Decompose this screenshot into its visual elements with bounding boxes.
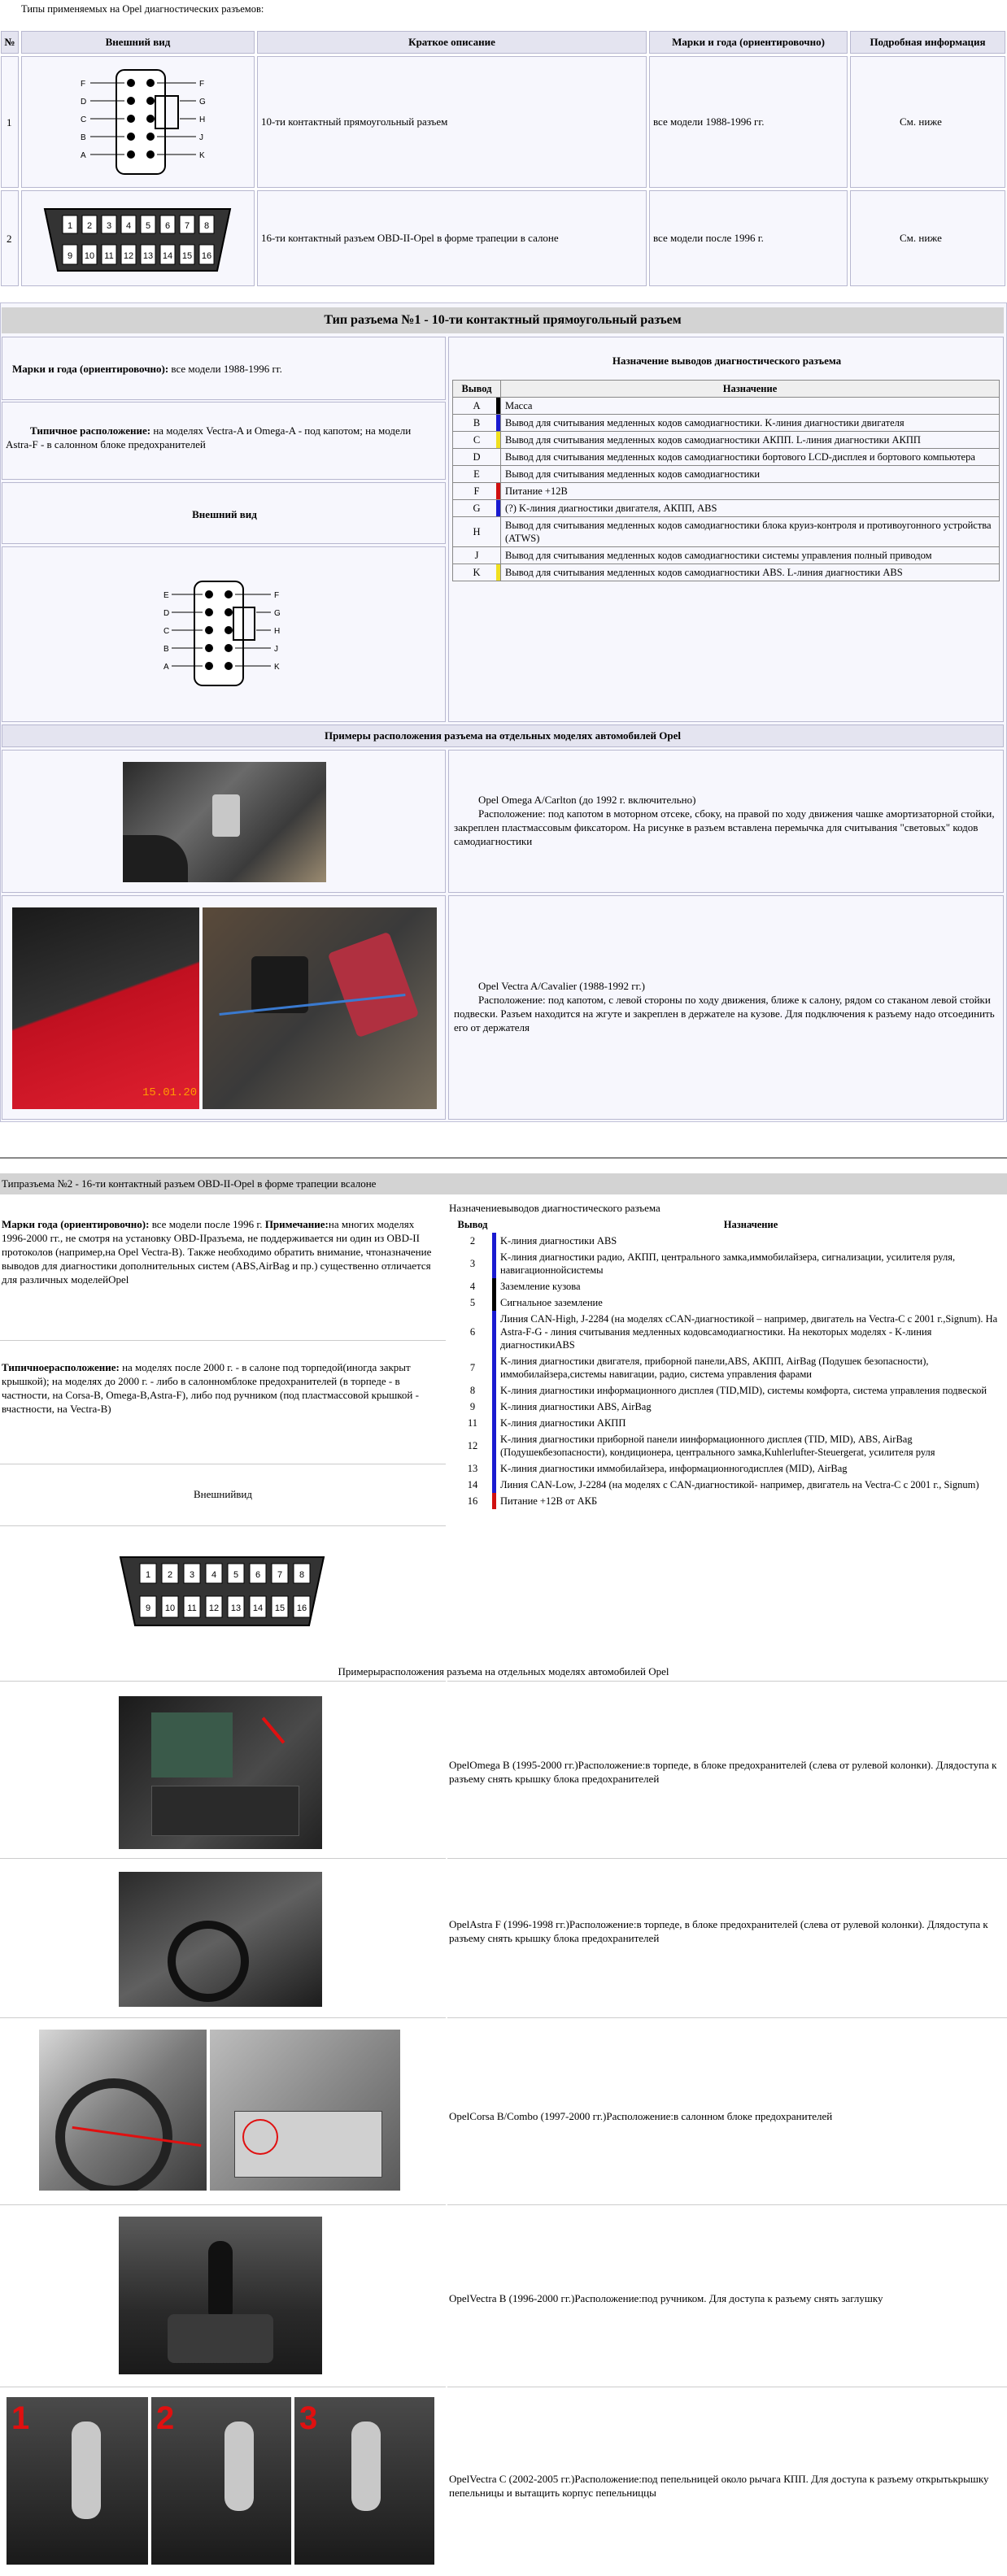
vectra-c-photo-2	[151, 2397, 291, 2565]
astra-f-photo	[119, 1872, 322, 2007]
pin-function: K-линия диагностики АКПП	[500, 1417, 626, 1429]
pin-function: Питание +12В	[501, 483, 1000, 500]
pin-id	[453, 415, 501, 432]
pin-id-text: H	[473, 526, 481, 537]
pin-function: Вывод для считывания медленных кодов самодиагностики бортового LCD-дисплея и бортового компьютера	[501, 449, 1000, 466]
example-text-cell: OpelVectra B (1996-2000 гг.)Расположение:под ручником. Для доступа к разъему снять заглушку	[447, 2204, 1007, 2386]
row-num: 1	[7, 116, 12, 128]
pin-label: A	[81, 151, 86, 160]
pin-row	[453, 415, 1000, 432]
example-row	[0, 2204, 446, 2386]
svg-text:3: 3	[106, 221, 112, 231]
obd-connector-cell	[21, 190, 255, 286]
pin-id-text: 6	[469, 1326, 476, 1338]
svg-text:5: 5	[233, 1570, 239, 1580]
svg-text:4: 4	[211, 1570, 217, 1580]
pin-id-text: B	[473, 417, 481, 429]
example-text-cell: OpelOmega B (1995-2000 гг.)Расположение:в торпеде, в блоке предохранителей (слева от рулевой колонки). Длядоступа к разъему снять крышку блока предохранителей	[447, 1681, 1007, 1857]
pin-color-marker	[492, 1233, 496, 1249]
col-header-info: Подробная информация	[850, 31, 1005, 54]
svg-text:5: 5	[145, 221, 151, 231]
svg-text:3: 3	[189, 1570, 195, 1580]
photo-number: 1	[11, 2400, 30, 2436]
pin-function: Линия CAN-Low, J-2284 (на моделях с CAN-диагностикой- например, двигатель на Vectra-C с 2001 г., Signum)	[500, 1479, 979, 1490]
pin-function: Вывод для считывания медленных кодов самодиагностики ABS. L-линия диагностики ABS	[501, 564, 1000, 581]
pin-id	[453, 547, 501, 564]
svg-text:9: 9	[67, 251, 73, 261]
svg-text:12: 12	[123, 251, 134, 261]
table-row-years: все модели 1988-1996 гг.	[649, 56, 848, 188]
pin-label: B	[81, 133, 86, 142]
svg-text:2: 2	[167, 1570, 173, 1580]
photo-number: 2	[156, 2400, 175, 2436]
pin-id	[449, 1295, 496, 1311]
pin-color-marker	[492, 1382, 496, 1399]
pin-function: K-линия диагностики приборной панели иинформационного дисплея (TID, MID), ABS, AirBag (Подушекбезопасности), кондиционера, центрального замка,Kuhlerlufter-Steuergerat, усилителя руля	[500, 1434, 935, 1458]
section2-location-cell: Типичноерасположение: на моделях после 2000 г. - в салоне под торпедой(иногда закрыт крышкой); на моделях до 2000 г. - либо в салонномблоке предохранителей (в торпеде - в частности, на Corsa-B, Omega-B,Astra-F), либо под ручником (под пластмассовой крышкой - вчастности, на Vectra-B)	[0, 1340, 446, 1463]
pin-row	[453, 398, 1000, 415]
pin-function: Вывод для считывания медленных кодов самодиагностики системы управления полный приводом	[501, 547, 1000, 564]
pin-id-text: J	[474, 550, 479, 561]
svg-text:A: A	[163, 663, 169, 672]
col-header-appearance: Внешний вид	[21, 31, 255, 54]
pin-function: Сигнальное заземление	[500, 1297, 603, 1308]
pin-color-marker	[492, 1415, 496, 1431]
pin-function: Питание +12В от АКБ	[500, 1495, 598, 1507]
pin-row	[453, 547, 1000, 564]
section2-appearance-cell: Внешнийвид	[0, 1464, 446, 1525]
pin-row	[449, 1399, 1005, 1415]
pin-color-marker	[492, 1493, 496, 1509]
pin-row	[449, 1382, 1005, 1399]
pin-row	[453, 449, 1000, 466]
pin-function: Вывод для считывания медленных кодов самодиагностики	[501, 466, 1000, 483]
section2-title: Типразъема №2 - 16-ти контактный разъем OBD-II-Opel в форме трапеции всалоне	[0, 1173, 1007, 1194]
svg-text:1: 1	[67, 221, 73, 231]
pin-id-text: 8	[469, 1385, 476, 1396]
pin-color-marker	[496, 483, 500, 499]
col-header-num: №	[1, 31, 19, 54]
pin-function: K-линия диагностики иммобилайзера, информационногодисплея (MID), AirBag	[500, 1463, 848, 1474]
pin-row	[453, 500, 1000, 517]
pin-color-marker	[492, 1477, 496, 1493]
pin-id-text: 9	[469, 1401, 476, 1412]
svg-text:G: G	[274, 609, 281, 618]
pin-row	[453, 466, 1000, 483]
pin-color-marker	[492, 1278, 496, 1295]
pin-id	[453, 432, 501, 449]
ex1-photo-cell	[2, 750, 446, 893]
pin-id-text: D	[473, 451, 481, 463]
pin-row	[449, 1431, 1005, 1460]
svg-text:E: E	[163, 591, 169, 600]
opel-vectra-a-photo-2	[203, 907, 437, 1109]
svg-text:D: D	[163, 609, 170, 618]
section1-appearance-cell: Внешний вид	[2, 482, 446, 544]
pin-id	[453, 564, 501, 581]
ex2-text-cell: Opel Vectra A/Cavalier (1988-1992 гг.) Расположение: под капотом, с левой стороны по ходу движения, ближе к салону, рядом со стаканом левой стойки подвески. Разъем находится на жгуте и закреплен в держателе на кузове. Для подключения к разъему надо отсоединить его от держателя	[448, 895, 1004, 1120]
vectra-c-photo-1	[7, 2397, 148, 2565]
corsa-b-photo-1	[39, 2030, 207, 2191]
pin-id	[449, 1493, 496, 1509]
svg-text:F: F	[274, 591, 280, 600]
example-text-cell: OpelAstra F (1996-1998 гг.)Расположение:в торпеде, в блоке предохранителей (слева от рулевой колонки). Длядоступа к разъему снять крышку блока предохранителей	[447, 1858, 1007, 2017]
pin-id	[453, 517, 501, 547]
table-row-description: 16-ти контактный разъем OBD-II-Opel в форме трапеции в салоне	[257, 190, 647, 286]
pin-row	[449, 1460, 1005, 1477]
pin-id	[449, 1382, 496, 1399]
svg-text:4: 4	[125, 221, 132, 231]
connector10-diagram	[162, 577, 292, 690]
pin-color-marker	[492, 1431, 496, 1460]
pin-function: (?) K-линия диагностики двигателя, АКПП, ABS	[501, 500, 1000, 517]
opel-omega-a-photo	[123, 762, 326, 882]
pin-function: K-линия диагностики двигателя, приборной панели,ABS, АКПП, AirBag (Подушек безопасности), иммобилайзера,системы навигации, радио, система управления фарами	[500, 1355, 929, 1380]
pin-id	[453, 449, 501, 466]
pin-id	[453, 398, 501, 415]
vectra-c-photo-3	[294, 2397, 434, 2565]
example-text-cell: OpelCorsa B/Combo (1997-2000 гг.)Расположение:в салонном блоке предохранителей	[447, 2017, 1007, 2204]
pin-row	[449, 1311, 1005, 1353]
pin-color-marker	[496, 432, 500, 448]
pin-id	[449, 1278, 496, 1295]
pin-id	[449, 1399, 496, 1415]
pin-function: Вывод для считывания медленных кодов самодиагностики блока круиз-контроля и противоугонного устройства (ATWS)	[501, 517, 1000, 547]
svg-text:C: C	[163, 627, 170, 636]
svg-text:8: 8	[299, 1570, 305, 1580]
pin-label: G	[199, 98, 206, 107]
pin-row	[449, 1278, 1005, 1295]
svg-text:B: B	[163, 645, 169, 654]
pin-function: K-линия диагностики радио, АКПП, центрального замка,иммобилайзера, сигнализации, усилителя руля, навигационнойсистемы	[500, 1251, 956, 1276]
col-header-description: Краткое описание	[257, 31, 647, 54]
pin-function: Вывод для считывания медленных кодов самодиагностики. K-линия диагностики двигателя	[501, 415, 1000, 432]
pin-row	[449, 1249, 1005, 1278]
pin-row	[453, 483, 1000, 500]
pin-id	[449, 1431, 496, 1460]
pin-id	[449, 1311, 496, 1353]
connector10-cell	[21, 56, 255, 188]
pin-label: H	[199, 115, 206, 124]
obd-connector-diagram-small	[40, 202, 235, 277]
table-row-years: все модели после 1996 г.	[649, 190, 848, 286]
svg-text:6: 6	[255, 1570, 261, 1580]
example-row	[0, 2387, 446, 2576]
pin-id	[449, 1233, 496, 1249]
pin-row	[453, 432, 1000, 449]
pin-function: Заземление кузова	[500, 1281, 581, 1292]
svg-text:12: 12	[208, 1603, 220, 1613]
pin-id-text: K	[473, 567, 481, 578]
section1-pins-table: Вывод Назначение A Масса B Вывод для считывания медленных кодов самодиагностики. K-линия диагностики двигателя C Вывод для считывания медленных кодов самодиагностики АКПП. L-линия диагностики АКПП D Вывод для считывания медленных кодов самодиагностики бортового LCD-дисплея и бортового компьютера E Вывод для считывания медленных кодов самодиагностики F Питание +12В G (?) K-линия диагностики двигателя, АКПП, ABS H Вывод для считывания медленных кодов самодиагностики блока круиз-контроля и противоугонного устройства (ATWS) J Вывод для считывания медленных кодов самодиагностики системы управления полный приводом K Вывод для считывания медленных кодов самодиагностики ABS. L-линия диагностики ABS	[452, 380, 1000, 581]
section1-years-cell: Марки и года (ориентировочно): все модели 1988-1996 гг.	[2, 337, 446, 400]
pin-id	[449, 1353, 496, 1382]
ex1-text-cell: Opel Omega A/Carlton (до 1992 г. включительно) Расположение: под капотом в моторном отсеке, сбоку, на правой по ходу движения чашке амортизаторной стойки, закреплен пластмассовым фиксатором. На рисунке в разъем вставлена перемычка для считывания "световых" кодов самодиагностики	[448, 750, 1004, 893]
svg-text:11: 11	[104, 251, 114, 261]
pin-row	[449, 1295, 1005, 1311]
section2-examples-title: Примерырасположения разъема на отдельных моделях автомобилей Opel	[338, 1665, 669, 1677]
pin-color-marker	[496, 564, 500, 581]
pin-function: K-линия диагностики ABS	[500, 1235, 617, 1247]
pin-row	[449, 1415, 1005, 1431]
section-divider	[0, 1157, 1007, 1159]
svg-text:7: 7	[277, 1570, 283, 1580]
section1-pins-title: Назначение выводов диагностического разъема	[612, 355, 842, 367]
pin-row	[453, 517, 1000, 547]
connector10-diagram-small	[74, 65, 229, 179]
pin-row	[449, 1353, 1005, 1382]
table-row	[1, 190, 19, 286]
svg-text:2: 2	[86, 221, 93, 231]
obd-connector-diagram	[116, 1552, 329, 1630]
svg-text:1: 1	[145, 1570, 151, 1580]
pin-id-text: C	[473, 434, 481, 446]
example-row	[0, 1858, 446, 2017]
pin-id	[449, 1477, 496, 1493]
pin-label: K	[199, 151, 205, 160]
pin-color-marker	[492, 1295, 496, 1311]
svg-text:7: 7	[184, 221, 190, 231]
row-num: 2	[7, 233, 12, 245]
svg-text:14: 14	[252, 1603, 264, 1613]
col-header-years: Марки и года (ориентировочно)	[649, 31, 848, 54]
pin-color-marker	[492, 1399, 496, 1415]
pin-row	[449, 1477, 1005, 1493]
pin-id-text: F	[473, 485, 480, 497]
pin-id-text: A	[473, 400, 481, 411]
pin-id-text: 2	[469, 1235, 476, 1247]
vectra-b-photo	[119, 2217, 322, 2374]
svg-text:14: 14	[162, 251, 173, 261]
svg-text:10: 10	[84, 251, 95, 261]
svg-text:9: 9	[145, 1603, 151, 1613]
section2-years-cell: Марки года (ориентировочно): все модели после 1996 г. Примечание:на многих моделях 1996-2000 гг., не смотря на установку OBD-IIразъема, не поддерживается ни один из OBD-II протоколов (например,на Opel Vectra-B). Также необходимо обратить внимание, чтоназначение выводов для диагностики дополнительных систем (ABS,AirBag и пр.) существенно отличается для различных моделейOpel	[2, 1218, 432, 1286]
svg-text:K: K	[274, 663, 280, 672]
pin-color-marker	[496, 415, 500, 431]
svg-text:13: 13	[230, 1603, 242, 1613]
pin-row	[453, 564, 1000, 581]
svg-text:8: 8	[203, 221, 210, 231]
pin-color-marker	[492, 1460, 496, 1477]
section2-diagram-cell	[0, 1525, 446, 1661]
svg-text:H: H	[274, 627, 281, 636]
pin-row	[449, 1493, 1005, 1509]
pin-function: K-линия диагностики ABS, AirBag	[500, 1401, 652, 1412]
pin-id	[449, 1249, 496, 1278]
table-row	[1, 56, 19, 188]
svg-text:J: J	[274, 645, 278, 654]
pin-function: Вывод для считывания медленных кодов самодиагностики АКПП. L-линия диагностики АКПП	[501, 432, 1000, 449]
pin-id-text: 11	[467, 1417, 478, 1429]
pin-id-text: 12	[467, 1440, 478, 1451]
section2-pins-title: Назначениевыводов диагностического разъема	[449, 1202, 660, 1214]
section1-examples-title: Примеры расположения разъема на отдельных моделях автомобилей Opel	[2, 724, 1004, 747]
pin-row	[449, 1233, 1005, 1249]
ex2-photo-cell	[2, 895, 446, 1120]
pin-id	[453, 483, 501, 500]
example-row	[0, 1681, 446, 1857]
pin-function: Линия CAN-High, J-2284 (на моделях cCAN-диагностикой – например, двигатель на Vectra-C с 2001 г.,Signum). На Astra-F-G - линия считывания медленных кодовсамодиагностики. На некоторых моделях - K-линия диагностикиABS	[500, 1313, 998, 1351]
opel-vectra-a-photo-1	[12, 907, 199, 1109]
pin-id-text: 14	[467, 1479, 478, 1490]
pin-id-text: G	[473, 503, 481, 514]
svg-text:11: 11	[187, 1603, 197, 1613]
pin-id-text: 7	[469, 1362, 476, 1373]
svg-text:16: 16	[296, 1603, 307, 1613]
pin-color-marker	[492, 1249, 496, 1278]
pin-color-marker	[492, 1311, 496, 1353]
section2-examples	[0, 1681, 1007, 2575]
section2-pins-table: Вывод Назначение 2 K-линия диагностики ABS 3 K-линия диагностики радио, АКПП, центрального замка,иммобилайзера, сигнализации, усилителя руля, навигационнойсистемы 4 Заземление кузова 5 Сигнальное заземление 6 Линия CAN-High, J-2284 (на моделях cCAN-диагностикой – например, двигатель на Vectra-C с 2001 г.,Signum). На Astra-F-G - линия считывания медленных кодовсамодиагностики. На некоторых моделях - K-линия диагностикиABS 7 K-линия диагностики двигателя, приборной панели,ABS, АКПП, AirBag (Подушек безопасности), иммобилайзера,системы навигации, радио, система управления фарами 8 K-линия диагностики информационного дисплея (TID,MID), системы комфорта, система управления подвеской 9 K-линия диагностики ABS, AirBag 11 K-линия диагностики АКПП 12 K-линия диагностики приборной панели иинформационного дисплея (TID, MID), ABS, AirBag (Подушекбезопасности), кондиционера, центрального замка,Kuhlerlufter-Steuergerat, усилителя руля 13 K-линия диагностики иммобилайзера, информационногодисплея (MID), AirBag 14 Линия CAN-Low, J-2284 (на моделях с CAN-диагностикой- например, двигатель на Vectra-C с 2001 г., Signum) 16 Питание +12В от АКБ	[449, 1216, 1005, 1509]
svg-text:13: 13	[142, 251, 154, 261]
pin-label: F	[199, 80, 205, 89]
pin-id	[449, 1460, 496, 1477]
intro-text: Типы применяемых на Opel диагностических разъемов:	[21, 3, 264, 15]
omega-b-photo	[119, 1696, 322, 1849]
pin-id-text: 16	[467, 1495, 478, 1507]
corsa-b-photo-2	[210, 2030, 400, 2191]
svg-text:6: 6	[164, 221, 171, 231]
pin-id-text: E	[473, 468, 480, 480]
pin-color-marker	[496, 398, 500, 414]
section1-diagram-cell	[2, 546, 446, 722]
section1-location-cell: Типичное расположение: на моделях Vectra-A и Omega-A - под капотом; на модели Astra-F - в салонном блоке предохранителей	[2, 402, 446, 480]
pin-id-text: 13	[467, 1463, 478, 1474]
see-below-link[interactable]: См. ниже	[900, 232, 942, 244]
example-text-cell: OpelVectra C (2002-2005 гг.)Расположение:под пепельницей около рычага КПП. Для доступа к разъему открытькрышку пепельницы и вытащить корпус пепельниццы	[447, 2387, 1007, 2576]
photo-number: 3	[299, 2400, 318, 2436]
pin-color-marker	[492, 1353, 496, 1382]
table-row-more	[850, 190, 1005, 286]
pin-function: K-линия диагностики информационного дисплея (TID,MID), системы комфорта, система управления подвеской	[500, 1385, 987, 1396]
photo-date-stamp: 15.01.20	[142, 1086, 198, 1099]
pin-id	[449, 1415, 496, 1431]
pin-function: Масса	[501, 398, 1000, 415]
see-below-link[interactable]: См. ниже	[900, 115, 942, 128]
pin-id	[453, 466, 501, 483]
pin-color-marker	[496, 500, 500, 516]
pin-id-text: 4	[469, 1281, 476, 1292]
example-row	[0, 2017, 446, 2204]
pin-label: C	[81, 115, 87, 124]
pin-id	[453, 500, 501, 517]
pin-label: J	[199, 133, 203, 142]
svg-text:16: 16	[201, 251, 212, 261]
svg-text:15: 15	[274, 1603, 286, 1613]
svg-text:15: 15	[181, 251, 193, 261]
table-row-description: 10-ти контактный прямоугольный разъем	[257, 56, 647, 188]
table-row-more	[850, 56, 1005, 188]
pin-label: F	[81, 80, 86, 89]
pin-label: D	[81, 98, 87, 107]
section1-title: Тип разъема №1 - 10-ти контактный прямоугольный разъем	[2, 307, 1004, 333]
pin-id-text: 5	[469, 1297, 476, 1308]
pin-id-text: 3	[469, 1258, 476, 1269]
svg-text:10: 10	[164, 1603, 176, 1613]
